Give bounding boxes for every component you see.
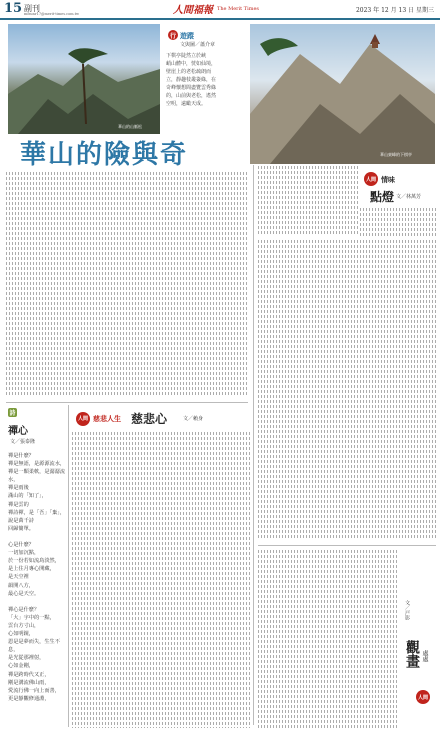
right-top-text-upper: [258, 166, 358, 236]
feature-byline: 文與圖／蕭介章: [180, 42, 216, 48]
poem-line: 禪是一顆柔軟，是潺潺流水，: [8, 469, 66, 484]
photo-right-caption: 華山東峰的下棋亭: [380, 152, 412, 157]
page-number: 15: [4, 1, 23, 16]
right-bottom-title: 觀畫: [404, 640, 420, 668]
right-bottom-column-name: 處處: [421, 650, 428, 662]
feature-intro-line: 壁崖上的老松疏朗而: [166, 69, 212, 75]
poem-line: 韻開八方，: [8, 582, 34, 589]
poem-line: 說是萬千詩: [8, 517, 34, 524]
poem-line: 是光從那裡射，: [8, 655, 45, 662]
poem-line: 更是靜觀修通淵，: [8, 695, 50, 702]
photo-right-illustration: [250, 24, 435, 164]
poem-line: 一切加沉點，: [8, 550, 40, 557]
poem-line: 禪是無語，是源源流水，: [8, 461, 66, 468]
mid-column-tag: 人間: [76, 412, 90, 426]
mid-column-body-text: [72, 432, 250, 728]
poem-line: 禪詩禪，是「吾」「棄」，: [8, 509, 66, 516]
issue-date-text: 2023 年 12 月 13 日: [355, 7, 415, 14]
feature-body-text: [6, 172, 248, 397]
column-divider: [253, 165, 254, 725]
poem-line: 心如明鏡，: [8, 631, 34, 638]
feature-intro-line: 奇峰懷想間盡覽雲秀綠: [166, 85, 217, 91]
poem-body: [8, 452, 66, 703]
feature-intro-line: 的，山前與老松，遙然: [166, 93, 217, 99]
issue-weekday: 星期三: [415, 7, 434, 14]
right-top-text-side: [360, 208, 436, 236]
poem-line: [8, 533, 66, 541]
mid-column-name: 慈悲人生: [93, 413, 121, 423]
divider-feature-bottom: [6, 402, 248, 403]
poem-line: 「大」字中的一點，: [8, 614, 55, 621]
poem-line: 回歸簡單。: [8, 525, 34, 532]
poem-tag: 詩: [9, 410, 16, 417]
section-email: mfsunr17@merit-times.com.tw: [24, 12, 80, 16]
mid-column-byline: 文／賴身: [183, 416, 204, 422]
right-bottom-byline: 文／戸影: [404, 600, 410, 620]
feature-intro: [166, 52, 248, 108]
poem-line: 雲台方寸山，: [8, 622, 40, 629]
masthead: [173, 2, 265, 15]
poem-line: 禪心是什麼？: [8, 606, 40, 613]
masthead-chinese: 人間福報: [173, 5, 213, 16]
right-bottom-tag: 人間: [416, 690, 430, 704]
feature-intro-line: 空明，遠瞰天成。: [166, 101, 207, 107]
section-name: 副刊: [24, 4, 40, 13]
right-top-body-text: [258, 240, 436, 540]
feature-intro-line: 峭山體中，恍如仙境，: [166, 61, 217, 67]
poem-line: 禪是跨時代又正，: [8, 671, 50, 678]
right-top-tag: 人間: [364, 172, 378, 186]
right-top-column-name: 情味: [381, 175, 395, 184]
photo-mountain-pine-left: [8, 24, 160, 134]
right-top-title: 點燈: [370, 190, 395, 204]
poem-line: 禪是雨後: [8, 485, 29, 492]
poem-line: [8, 598, 66, 606]
photo-left-caption: 華山的山脈松: [118, 124, 142, 129]
right-bottom-body-text: [258, 550, 398, 728]
right-top-byline: 文／林萬芳: [396, 194, 422, 200]
poem-line: 是天空裡: [8, 574, 29, 581]
feature-column-name: 遊蹤: [180, 31, 194, 40]
poem-line: 禪是雲的: [8, 501, 29, 508]
mid-column-title: 慈悲心: [131, 412, 168, 426]
feature-tag: 行: [168, 30, 178, 40]
poem-line: 最心是天空。: [8, 590, 40, 597]
poem-divider: [68, 405, 69, 727]
poem-line: 愛流行佛一向上而善，: [8, 687, 60, 694]
poem-title: 禪心: [8, 426, 28, 437]
poem-line: 剛是溝流佛山雨，: [8, 679, 50, 686]
poem-line: 滿山的「知了」，: [8, 493, 47, 500]
feature-intro-line: 下棋亭陡然立於峽: [166, 53, 207, 59]
photo-left-illustration: [8, 24, 160, 134]
mid-column-header: [76, 410, 203, 427]
feature-title: 華山的險與奇: [20, 140, 189, 170]
feature-intro-line: 立，靜趣枝叢簽綠，在: [166, 77, 217, 83]
poem-line: 於一份若如流鳥淡然，: [8, 558, 60, 565]
divider-right-bottom: [258, 545, 436, 546]
poem-line: 禪是什麼？: [8, 453, 34, 459]
poem-byline: 文／張泰隆: [10, 439, 36, 445]
poem-line: 恩是是夢而失，生生不息，: [8, 639, 60, 654]
poem-line: 心是什麼？: [8, 542, 34, 549]
masthead-english: The Merit Times: [217, 5, 259, 12]
poem-line: 是上住月專心開藏，: [8, 566, 55, 573]
photo-chess-pavilion-right: [250, 24, 435, 164]
issue-date: [356, 5, 434, 14]
poem-line: 心如金剛，: [8, 663, 34, 670]
